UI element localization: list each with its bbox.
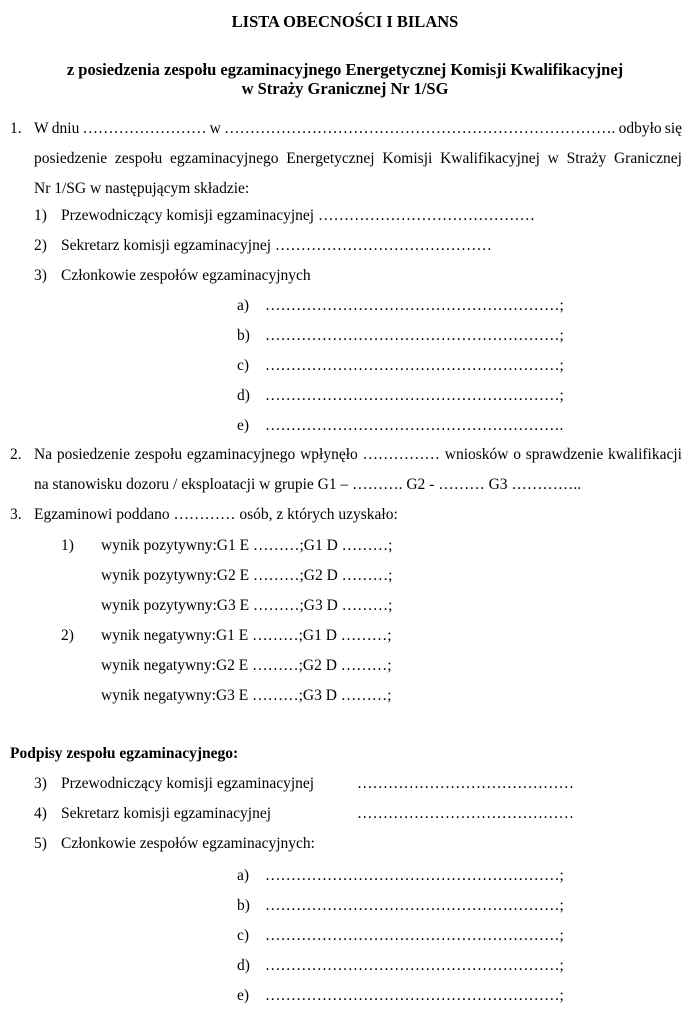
member-field[interactable]: …………………………………………………. bbox=[265, 417, 564, 434]
group-counts-field[interactable]: na stanowisku dozoru / eksploatacji w grupie G1 – ………. G2 - ……… G3 ………….. bbox=[34, 476, 582, 493]
result-negative-field[interactable]: wynik negatywny:G3 E ………;G3 D ………; bbox=[101, 687, 392, 704]
item2-line1-word: sprawdzenie bbox=[525, 446, 604, 463]
item2-line1-word: egzaminacyjnego bbox=[186, 446, 296, 463]
member-letter: a) bbox=[237, 297, 250, 314]
item2-line1-word: kwalifikacji bbox=[607, 446, 682, 463]
item1-line1-word: dniu bbox=[51, 120, 80, 137]
member-letter: d) bbox=[237, 387, 250, 404]
item1-sub-number: 2) bbox=[34, 237, 47, 254]
signature-role-number: 4) bbox=[34, 805, 47, 822]
signature-role-label: Członkowie zespołów egzaminacyjnych: bbox=[61, 835, 315, 852]
item3-number: 3. bbox=[10, 506, 22, 523]
item1-line2-word: zespołu bbox=[114, 150, 163, 167]
member-signature-field[interactable]: …………………………………………………; bbox=[265, 987, 564, 1004]
secretary-signature-field[interactable]: …………………………………… bbox=[357, 805, 574, 822]
item1-line2-word: posiedzenie bbox=[34, 150, 108, 167]
item1-number: 1. bbox=[10, 120, 22, 137]
member-signature-field[interactable]: …………………………………………………; bbox=[265, 897, 564, 914]
item2-line1-word: o bbox=[513, 446, 521, 463]
signature-role-label: Sekretarz komisji egzaminacyjnej bbox=[61, 805, 272, 822]
member-letter: e) bbox=[237, 417, 250, 434]
item1-line1-word: w bbox=[209, 120, 221, 137]
secretary-field[interactable]: Sekretarz komisji egzaminacyjnej …………………………………… bbox=[61, 237, 492, 254]
member-letter: c) bbox=[237, 927, 250, 944]
item1-line2-word: egzaminacyjnego bbox=[170, 150, 279, 167]
item1-line1 bbox=[34, 119, 682, 139]
location-field[interactable]: …………………………………………………………………. bbox=[224, 120, 616, 137]
item1-line1-word: W bbox=[34, 120, 49, 137]
member-field[interactable]: …………………………………………………; bbox=[265, 297, 564, 314]
item2-line1 bbox=[34, 445, 682, 465]
signature-role-number: 5) bbox=[34, 835, 47, 852]
member-letter: d) bbox=[237, 957, 250, 974]
item1-line2 bbox=[34, 149, 682, 169]
result-number: 2) bbox=[61, 627, 74, 644]
item1-sub-number: 1) bbox=[34, 207, 47, 224]
item1-line3: Nr 1/SG w następującym składzie: bbox=[34, 180, 250, 197]
result-negative-field[interactable]: wynik negatywny:G2 E ………;G2 D ………; bbox=[101, 657, 392, 674]
signature-role-label: Przewodniczący komisji egzaminacyjnej bbox=[61, 775, 315, 792]
item1-line2-word: Energetycznej bbox=[286, 150, 375, 167]
page-subtitle-line2: w Straży Granicznej Nr 1/SG bbox=[241, 79, 449, 98]
result-positive-field[interactable]: wynik pozytywny:G1 E ………;G1 D ………; bbox=[101, 537, 393, 554]
signature-role-number: 3) bbox=[34, 775, 47, 792]
member-letter: a) bbox=[237, 867, 250, 884]
item1-line2-word: Komisji bbox=[382, 150, 433, 167]
item1-line2-word: Kwalifikacyjnej bbox=[440, 150, 540, 167]
member-letter: c) bbox=[237, 357, 250, 374]
result-negative-field[interactable]: wynik negatywny:G1 E ………;G1 D ………; bbox=[101, 627, 392, 644]
member-field[interactable]: …………………………………………………; bbox=[265, 357, 564, 374]
member-signature-field[interactable]: …………………………………………………; bbox=[265, 957, 564, 974]
result-positive-field[interactable]: wynik pozytywny:G3 E ………;G3 D ………; bbox=[101, 597, 393, 614]
member-signature-field[interactable]: …………………………………………………; bbox=[265, 867, 564, 884]
page-title: LISTA OBECNOŚCI I BILANS bbox=[231, 12, 459, 31]
item1-line2-word: w bbox=[547, 150, 559, 167]
item2-number: 2. bbox=[10, 446, 22, 463]
item2-line1-word: wpłynęło bbox=[300, 446, 358, 463]
page-subtitle-line1: z posiedzenia zespołu egzaminacyjnego Energetycznej Komisji Kwalifikacyjnej bbox=[66, 60, 624, 79]
date-field[interactable]: …………………… bbox=[82, 120, 207, 137]
item2-line1-word: wniosków bbox=[444, 446, 509, 463]
result-positive-field[interactable]: wynik pozytywny:G2 E ………;G2 D ………; bbox=[101, 567, 393, 584]
member-field[interactable]: …………………………………………………; bbox=[265, 327, 564, 344]
members-label: Członkowie zespołów egzaminacyjnych bbox=[61, 267, 311, 284]
member-field[interactable]: …………………………………………………; bbox=[265, 387, 564, 404]
item1-line1-word: się bbox=[664, 120, 682, 137]
item1-line1-word: odbyło bbox=[618, 120, 662, 137]
signatures-heading: Podpisy zespołu egzaminacyjnego: bbox=[10, 745, 239, 762]
examined-count-field[interactable]: Egzaminowi poddano ………… osób, z których uzyskało: bbox=[34, 506, 398, 523]
item2-line1-word: zespołu bbox=[134, 446, 183, 463]
result-number: 1) bbox=[61, 537, 74, 554]
item2-line1-word: posiedzenie bbox=[56, 446, 130, 463]
chairman-field[interactable]: Przewodniczący komisji egzaminacyjnej …………………………………… bbox=[61, 207, 535, 224]
item1-sub-number: 3) bbox=[34, 267, 47, 284]
member-letter: e) bbox=[237, 987, 250, 1004]
member-letter: b) bbox=[237, 327, 250, 344]
chairman-signature-field[interactable]: …………………………………… bbox=[357, 775, 574, 792]
item1-line2-word: Granicznej bbox=[613, 150, 682, 167]
member-letter: b) bbox=[237, 897, 250, 914]
member-signature-field[interactable]: …………………………………………………; bbox=[265, 927, 564, 944]
item2-line1-word: Na bbox=[34, 446, 53, 463]
applications-count-field[interactable]: …………… bbox=[362, 446, 440, 463]
item1-line2-word: Straży bbox=[566, 150, 607, 167]
